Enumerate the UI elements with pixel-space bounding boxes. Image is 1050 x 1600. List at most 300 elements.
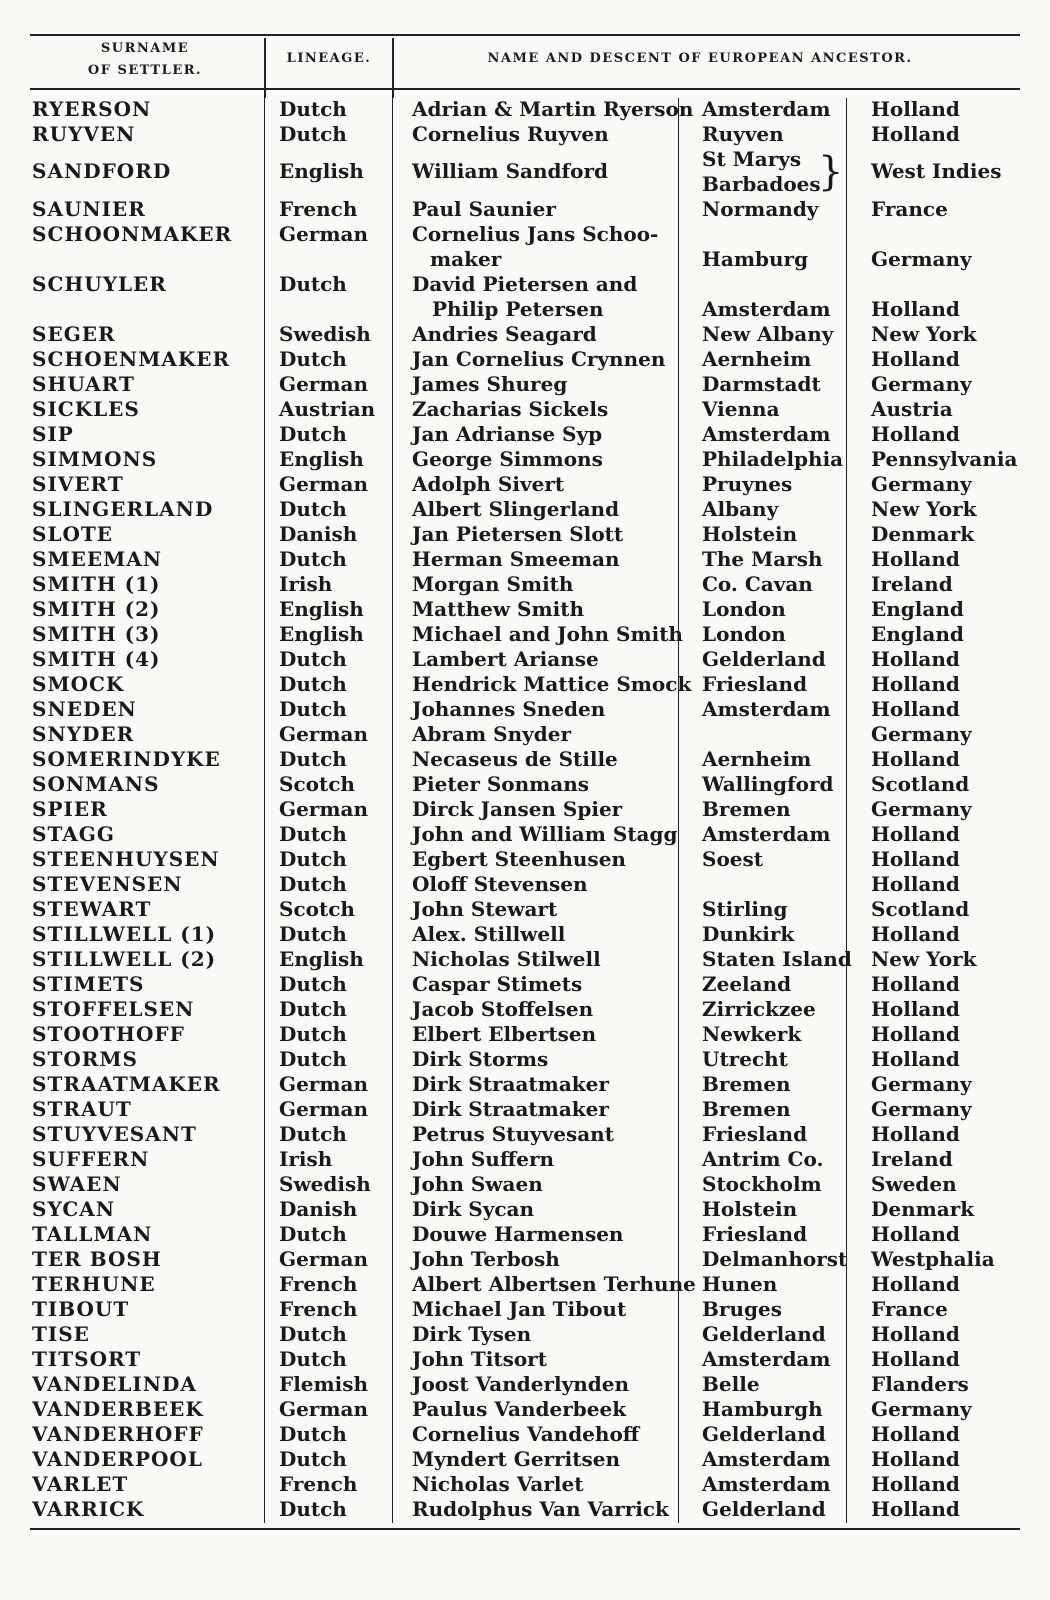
region-cell: Holland (871, 547, 960, 571)
surname-cell: SAUNIER (32, 197, 146, 221)
ancestor-cell: Petrus Stuyvesant (412, 1122, 614, 1146)
ancestor-cell: Herman Smeeman (412, 547, 620, 571)
surname-cell: STEENHUYSEN (32, 847, 220, 871)
surname-cell: SMITH (4) (32, 647, 161, 671)
ancestor-cell-line2: maker (430, 247, 502, 271)
ancestor-cell-line2: Philip Petersen (432, 297, 604, 321)
table-row (0, 1097, 1050, 1122)
region-cell: Germany (871, 1397, 972, 1421)
table-row (0, 197, 1050, 222)
place-cell: Amsterdam (702, 1447, 831, 1471)
table-row (0, 972, 1050, 997)
ancestor-cell: Dirk Storms (412, 1047, 549, 1071)
region-cell: Holland (871, 1122, 960, 1146)
region-cell: Holland (871, 1447, 960, 1471)
ancestor-cell: Jan Pietersen Slott (412, 522, 624, 546)
place-cell: Pruynes (702, 472, 793, 496)
table-row (0, 797, 1050, 822)
lineage-cell: Irish (279, 1147, 333, 1171)
surname-cell: STUYVESANT (32, 1122, 197, 1146)
table-row (0, 397, 1050, 422)
table-row (0, 472, 1050, 497)
header-lineage: LINEAGE. (286, 51, 372, 66)
surname-cell: SLOTE (32, 522, 114, 546)
header-ancestor: NAME AND DESCENT OF EUROPEAN ANCESTOR. (487, 51, 913, 66)
lineage-cell: Dutch (279, 497, 347, 521)
table-row (0, 597, 1050, 622)
table-row (0, 622, 1050, 647)
surname-cell: TITSORT (32, 1347, 142, 1371)
place-cell: Amsterdam (702, 297, 831, 321)
region-cell: Holland (871, 997, 960, 1021)
lineage-cell: Dutch (279, 922, 347, 946)
place-cell: Delmanhorst (702, 1247, 848, 1271)
table-row (0, 1272, 1050, 1297)
place-cell: Newkerk (702, 1022, 802, 1046)
table-row (0, 322, 1050, 347)
lineage-cell: German (279, 222, 369, 246)
surname-cell: SIP (32, 422, 74, 446)
region-cell: Germany (871, 722, 972, 746)
surname-cell: TISE (32, 1322, 90, 1346)
surname-cell: VANDELINDA (32, 1372, 197, 1396)
ancestor-cell: John Stewart (412, 897, 558, 921)
surname-cell: VARLET (32, 1472, 129, 1496)
surname-cell: STRAATMAKER (32, 1072, 221, 1096)
lineage-cell: Dutch (279, 972, 347, 996)
lineage-cell: German (279, 372, 369, 396)
table-row (0, 1122, 1050, 1147)
lineage-cell: French (279, 1472, 358, 1496)
region-cell: Holland (871, 647, 960, 671)
place-cell: Darmstadt (702, 372, 821, 396)
region-cell: England (871, 622, 964, 646)
surname-cell: SCHOONMAKER (32, 222, 233, 246)
surname-cell: SUFFERN (32, 1147, 150, 1171)
lineage-cell: Dutch (279, 1047, 347, 1071)
surname-cell: SYCAN (32, 1197, 116, 1221)
ancestor-cell: Pieter Sonmans (412, 772, 590, 796)
region-cell: New York (871, 322, 977, 346)
lineage-cell: Dutch (279, 997, 347, 1021)
ancestor-cell: Dirk Straatmaker (412, 1097, 609, 1121)
region-cell: Sweden (871, 1172, 957, 1196)
ancestor-cell: Paulus Vanderbeek (412, 1397, 627, 1421)
ancestor-cell: Rudolphus Van Varrick (412, 1497, 669, 1521)
lineage-cell: Dutch (279, 1322, 347, 1346)
surname-cell: SMITH (3) (32, 622, 161, 646)
surname-cell: STILLWELL (1) (32, 922, 217, 946)
region-cell: Pennsylvania (871, 447, 1018, 471)
ancestor-cell: Zacharias Sickels (412, 397, 609, 421)
surname-cell: SONMANS (32, 772, 160, 796)
surname-cell: SCHUYLER (32, 272, 167, 296)
lineage-cell: German (279, 797, 369, 821)
ancestor-cell: Andries Seagard (412, 322, 597, 346)
table-row (0, 1022, 1050, 1047)
ancestor-cell: Adolph Sivert (412, 472, 565, 496)
table-row (0, 947, 1050, 972)
place-cell: Gelderland (702, 1422, 826, 1446)
place-cell: London (702, 597, 786, 621)
place-cell: Holstein (702, 1197, 798, 1221)
region-cell: Holland (871, 347, 960, 371)
ancestor-cell: James Shureg (412, 372, 568, 396)
ancestor-cell: Albert Slingerland (412, 497, 620, 521)
surname-cell: TER BOSH (32, 1247, 162, 1271)
lineage-cell: Dutch (279, 272, 347, 296)
region-cell: Germany (871, 372, 972, 396)
ancestor-cell: Nicholas Varlet (412, 1472, 584, 1496)
lineage-cell: French (279, 1272, 358, 1296)
lineage-cell: Dutch (279, 1122, 347, 1146)
region-cell: Holland (871, 1347, 960, 1371)
place-cell: Hamburgh (702, 1397, 823, 1421)
place-cell: Belle (702, 1372, 760, 1396)
table-row (0, 497, 1050, 522)
lineage-cell: Dutch (279, 872, 347, 896)
surname-cell: STIMETS (32, 972, 145, 996)
region-cell: Holland (871, 1497, 960, 1521)
lineage-cell: English (279, 947, 364, 971)
place-cell: Dunkirk (702, 922, 795, 946)
surname-cell: SNYDER (32, 722, 135, 746)
region-cell: Holland (871, 872, 960, 896)
table-row (0, 222, 1050, 272)
column-divider-1 (264, 38, 266, 98)
region-cell: Holland (871, 697, 960, 721)
place-cell: Stockholm (702, 1172, 822, 1196)
lineage-cell: Dutch (279, 122, 347, 146)
ancestor-cell: William Sandford (412, 159, 608, 183)
ancestor-cell: Dirk Straatmaker (412, 1072, 609, 1096)
region-cell: France (871, 1297, 948, 1321)
place-cell: Amsterdam (702, 1472, 831, 1496)
lineage-cell: Dutch (279, 97, 347, 121)
surname-cell: STORMS (32, 1047, 138, 1071)
place-cell: Antrim Co. (702, 1147, 824, 1171)
place-cell: Aernheim (702, 747, 812, 771)
surname-cell: SPIER (32, 797, 108, 821)
table-row (0, 1472, 1050, 1497)
lineage-cell: Dutch (279, 422, 347, 446)
place-cell-line1: St Marys (702, 147, 802, 171)
table-row (0, 697, 1050, 722)
ancestor-cell: Elbert Elbertsen (412, 1022, 597, 1046)
place-cell: Hamburg (702, 247, 809, 271)
header-surname-line1: SURNAME (100, 41, 190, 56)
lineage-cell: Dutch (279, 747, 347, 771)
lineage-cell: German (279, 1072, 369, 1096)
ancestor-cell-line1: Cornelius Jans Schoo- (412, 222, 659, 246)
ancestor-cell: Morgan Smith (412, 572, 574, 596)
ancestor-cell: Dirck Jansen Spier (412, 797, 623, 821)
lineage-cell: Dutch (279, 822, 347, 846)
lineage-cell: Dutch (279, 1497, 347, 1521)
ancestor-cell: Cornelius Ruyven (412, 122, 609, 146)
region-cell: Scotland (871, 772, 970, 796)
region-cell: Holland (871, 97, 960, 121)
ancestor-cell: Dirk Sycan (412, 1197, 535, 1221)
lineage-cell: Dutch (279, 1022, 347, 1046)
lineage-cell: English (279, 159, 364, 183)
region-cell: Ireland (871, 1147, 953, 1171)
region-cell: Denmark (871, 1197, 975, 1221)
place-cell: The Marsh (702, 547, 823, 571)
region-cell: Holland (871, 922, 960, 946)
place-cell: Philadelphia (702, 447, 844, 471)
place-cell: Albany (702, 497, 779, 521)
region-cell: Holland (871, 822, 960, 846)
region-cell: Germany (871, 1097, 972, 1121)
surname-cell: VARRICK (32, 1497, 145, 1521)
region-cell: Holland (871, 1272, 960, 1296)
surname-cell: SNEDEN (32, 697, 137, 721)
region-cell: Holland (871, 1322, 960, 1346)
surname-cell: STILLWELL (2) (32, 947, 217, 971)
lineage-cell: French (279, 197, 358, 221)
region-cell: Denmark (871, 522, 975, 546)
surname-cell: SWAEN (32, 1172, 122, 1196)
place-cell: Amsterdam (702, 422, 831, 446)
ancestor-cell: Adrian & Martin Ryerson (412, 97, 694, 121)
place-cell: Friesland (702, 672, 808, 696)
lineage-cell: Dutch (279, 547, 347, 571)
place-cell: Bruges (702, 1297, 782, 1321)
table-row (0, 847, 1050, 872)
region-cell: New York (871, 497, 977, 521)
surname-cell: STEWART (32, 897, 152, 921)
place-cell: Holstein (702, 522, 798, 546)
region-cell: Holland (871, 1422, 960, 1446)
region-cell: Holland (871, 297, 960, 321)
region-cell: Germany (871, 1072, 972, 1096)
ancestor-cell: George Simmons (412, 447, 603, 471)
region-cell: Holland (871, 747, 960, 771)
region-cell: West Indies (871, 159, 1002, 183)
table-row (0, 672, 1050, 697)
surname-cell: VANDERBEEK (32, 1397, 204, 1421)
surname-cell: STOFFELSEN (32, 997, 195, 1021)
table-row (0, 522, 1050, 547)
region-cell: Holland (871, 972, 960, 996)
lineage-cell: Dutch (279, 672, 347, 696)
lineage-cell: French (279, 1297, 358, 1321)
table-row (0, 747, 1050, 772)
ancestor-cell: Caspar Stimets (412, 972, 583, 996)
table-row (0, 1222, 1050, 1247)
lineage-cell: Dutch (279, 847, 347, 871)
ancestor-cell: Necaseus de Stille (412, 747, 618, 771)
ancestor-cell: Lambert Arianse (412, 647, 599, 671)
brace-mark: } (818, 149, 844, 195)
region-cell: Scotland (871, 897, 970, 921)
table-row (0, 722, 1050, 747)
lineage-cell: Dutch (279, 697, 347, 721)
place-cell: Gelderland (702, 1322, 826, 1346)
place-cell: Hunen (702, 1272, 778, 1296)
place-cell: London (702, 622, 786, 646)
table-row (0, 1197, 1050, 1222)
lineage-cell: Dutch (279, 1347, 347, 1371)
top-rule (30, 34, 1020, 36)
ancestor-cell: Jan Cornelius Crynnen (412, 347, 666, 371)
table-row (0, 1247, 1050, 1272)
region-cell: England (871, 597, 964, 621)
ancestor-cell: Egbert Steenhusen (412, 847, 626, 871)
table-row (0, 447, 1050, 472)
surname-cell: SLINGERLAND (32, 497, 214, 521)
place-cell: New Albany (702, 322, 834, 346)
region-cell: Austria (871, 397, 953, 421)
ancestor-cell: John and William Stagg (412, 822, 678, 846)
region-cell: Flanders (871, 1372, 969, 1396)
bottom-rule (30, 1528, 1020, 1530)
region-cell: Ireland (871, 572, 953, 596)
place-cell: Vienna (702, 397, 780, 421)
lineage-cell: German (279, 1097, 369, 1121)
header-surname-line2: OF SETTLER. (87, 63, 203, 78)
region-cell: Holland (871, 1047, 960, 1071)
place-cell: Amsterdam (702, 1347, 831, 1371)
lineage-cell: Dutch (279, 647, 347, 671)
place-cell: Ruyven (702, 122, 784, 146)
place-cell: Wallingford (702, 772, 834, 796)
lineage-cell: Dutch (279, 1447, 347, 1471)
table-row (0, 772, 1050, 797)
table-row (0, 1497, 1050, 1522)
table-row (0, 1047, 1050, 1072)
place-cell: Zirrickzee (702, 997, 816, 1021)
lineage-cell: Austrian (279, 397, 376, 421)
region-cell: Westphalia (871, 1247, 995, 1271)
lineage-cell: Dutch (279, 1222, 347, 1246)
lineage-cell: Flemish (279, 1372, 369, 1396)
column-divider-2 (392, 38, 394, 98)
ancestor-cell: Paul Saunier (412, 197, 556, 221)
region-cell: Holland (871, 1022, 960, 1046)
place-cell: Bremen (702, 1072, 791, 1096)
lineage-cell: English (279, 597, 364, 621)
table-row (0, 1422, 1050, 1447)
table-row (0, 922, 1050, 947)
ancestor-cell: Michael Jan Tibout (412, 1297, 627, 1321)
table-row (0, 647, 1050, 672)
place-cell: Friesland (702, 1222, 808, 1246)
ancestor-cell: Matthew Smith (412, 597, 585, 621)
ancestor-cell: Nicholas Stilwell (412, 947, 601, 971)
ancestor-cell: Dirk Tysen (412, 1322, 532, 1346)
lineage-cell: Dutch (279, 1422, 347, 1446)
lineage-cell: English (279, 447, 364, 471)
table-row (0, 572, 1050, 597)
surname-cell: SIVERT (32, 472, 124, 496)
lineage-cell: Scotch (279, 772, 355, 796)
surname-cell: RYERSON (32, 97, 152, 121)
table-row (0, 1322, 1050, 1347)
lineage-cell: English (279, 622, 364, 646)
ancestor-cell: Johannes Sneden (412, 697, 606, 721)
ancestor-cell: Oloff Stevensen (412, 872, 588, 896)
region-cell: Holland (871, 1222, 960, 1246)
table-row (0, 997, 1050, 1022)
table-row (0, 347, 1050, 372)
surname-cell: SOMERINDYKE (32, 747, 221, 771)
lineage-cell: German (279, 1247, 369, 1271)
table-row (0, 1397, 1050, 1422)
lineage-cell: Swedish (279, 322, 371, 346)
place-cell: Zeeland (702, 972, 792, 996)
region-cell: Holland (871, 122, 960, 146)
table-row (0, 372, 1050, 397)
ancestor-cell: Abram Snyder (412, 722, 571, 746)
ancestor-cell: Michael and John Smith (412, 622, 683, 646)
table-row (0, 547, 1050, 572)
place-cell: Utrecht (702, 1047, 788, 1071)
header-surname (40, 38, 250, 82)
place-cell: Soest (702, 847, 764, 871)
surname-cell: STRAUT (32, 1097, 132, 1121)
lineage-cell: German (279, 722, 369, 746)
region-cell: Holland (871, 422, 960, 446)
header-bottom-rule (30, 88, 1020, 90)
place-cell: Amsterdam (702, 97, 831, 121)
ancestor-cell: Jacob Stoffelsen (412, 997, 594, 1021)
lineage-cell: Danish (279, 522, 358, 546)
ancestor-cell: John Suffern (412, 1147, 555, 1171)
surname-cell: SIMMONS (32, 447, 158, 471)
surname-cell: TALLMAN (32, 1222, 153, 1246)
region-cell: Germany (871, 797, 972, 821)
surname-cell: SMITH (2) (32, 597, 161, 621)
surname-cell: RUYVEN (32, 122, 136, 146)
table-row (0, 1372, 1050, 1397)
surname-cell: STEVENSEN (32, 872, 183, 896)
ancestor-cell: John Swaen (412, 1172, 543, 1196)
ancestor-cell: Joost Vanderlynden (412, 1372, 630, 1396)
place-cell: Bremen (702, 1097, 791, 1121)
lineage-cell: Swedish (279, 1172, 371, 1196)
lineage-cell: German (279, 472, 369, 496)
place-cell: Amsterdam (702, 822, 831, 846)
place-cell: Friesland (702, 1122, 808, 1146)
ancestor-cell: Douwe Harmensen (412, 1222, 624, 1246)
ancestor-cell: Cornelius Vandehoff (412, 1422, 640, 1446)
table-row (0, 122, 1050, 147)
place-cell: Stirling (702, 897, 788, 921)
table-row (0, 822, 1050, 847)
table-row (0, 897, 1050, 922)
surname-cell: SEGER (32, 322, 116, 346)
region-cell: Holland (871, 847, 960, 871)
region-cell: Holland (871, 672, 960, 696)
surname-cell: TIBOUT (32, 1297, 130, 1321)
place-cell: Gelderland (702, 1497, 826, 1521)
lineage-cell: Scotch (279, 897, 355, 921)
lineage-cell: German (279, 1397, 369, 1421)
surname-cell: SMEEMAN (32, 547, 163, 571)
place-cell: Co. Cavan (702, 572, 813, 596)
ancestor-cell: Albert Albertsen Terhune (412, 1272, 696, 1296)
surname-cell: SMITH (1) (32, 572, 161, 596)
table-row (0, 1347, 1050, 1372)
table-row (0, 1297, 1050, 1322)
region-cell: France (871, 197, 948, 221)
ancestor-cell: John Titsort (412, 1347, 547, 1371)
table-row (0, 1447, 1050, 1472)
place-cell: Aernheim (702, 347, 812, 371)
table-row (0, 1172, 1050, 1197)
